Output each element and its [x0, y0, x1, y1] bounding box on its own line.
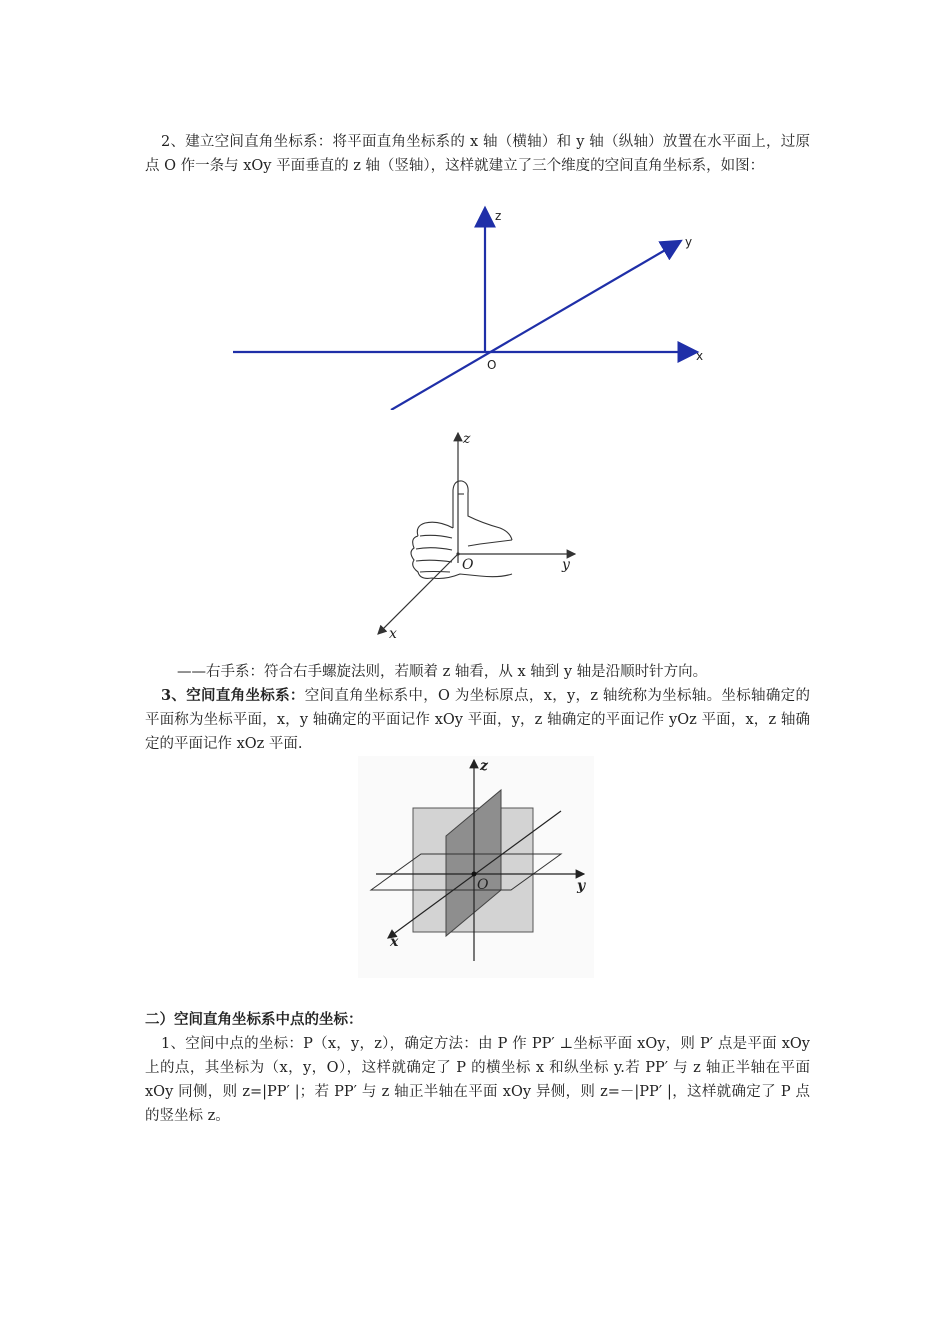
- figure-right-hand-svg: [370, 428, 590, 643]
- figure-3d-axes: [233, 200, 713, 410]
- figure-right-hand: [370, 428, 590, 643]
- part2-heading: 二）空间直角坐标系中点的坐标：: [145, 1011, 363, 1028]
- planes-label-x: x: [390, 934, 399, 950]
- figure-coordinate-planes: [358, 756, 594, 978]
- hand-origin-dot: [456, 552, 459, 555]
- figure-3d-axes-svg: [233, 200, 713, 410]
- figure-coordinate-planes-svg: [358, 756, 594, 978]
- planes-label-y: y: [577, 878, 586, 894]
- right-hand-description: ——右手系：符合右手螺旋法则，若顺着 z 轴看，从 x 轴到 y 轴是沿顺时针方向。: [177, 664, 708, 680]
- part2-paragraph: 1、空间中点的坐标：P（x，y，z），确定方法：由 P 作 PP′ ⊥坐标平面 xOy，则 P′ 点是平面 xOy 上的点，其坐标为（x，y，O），这样就确定了 P 的横坐标 x 和纵坐标 y.若 PP′ 与 z 轴正半轴在平面 xOy 同侧，则 z=|PP′ |；若 PP′ 与 z 轴正半轴在平面 xOy 异侧，则 z=－|PP′ |，这样就确定了 P 点的竖坐标 z。: [145, 1036, 810, 1124]
- planes-label-z: z: [480, 758, 488, 774]
- y-axis-line: [391, 242, 679, 410]
- section3-title: 3、空间直角坐标系：: [161, 687, 305, 704]
- hand-x-axis: [378, 554, 458, 634]
- label-origin: O: [487, 358, 497, 372]
- hand-label-x: x: [389, 626, 397, 642]
- hand-label-z: z: [463, 431, 471, 447]
- section3-paragraph: [145, 684, 810, 756]
- section2-paragraph: 2、建立空间直角坐标系：将平面直角坐标系的 x 轴（横轴）和 y 轴（纵轴）放置在水平面上，过原点 O 作一条与 xOy 平面垂直的 z 轴（竖轴），这样就建立了三个维度的空间直角坐标系，如图：: [145, 134, 810, 174]
- label-x: x: [696, 349, 704, 363]
- label-z: z: [495, 209, 502, 223]
- label-y: y: [685, 235, 693, 249]
- planes-label-o: O: [477, 877, 489, 893]
- section3-text: 空间直角坐标系中，O 为坐标原点，x，y，z 轴统称为坐标轴。坐标轴确定的平面称为坐标平面，x，y 轴确定的平面记作 xOy 平面，y，z 轴确定的平面记作 yOz 平面，x，z 轴确定的平面记作 xOz 平面.: [145, 688, 810, 752]
- hand-label-o: O: [462, 557, 474, 573]
- hand-label-y: y: [562, 557, 570, 573]
- planes-origin-dot: [472, 872, 477, 877]
